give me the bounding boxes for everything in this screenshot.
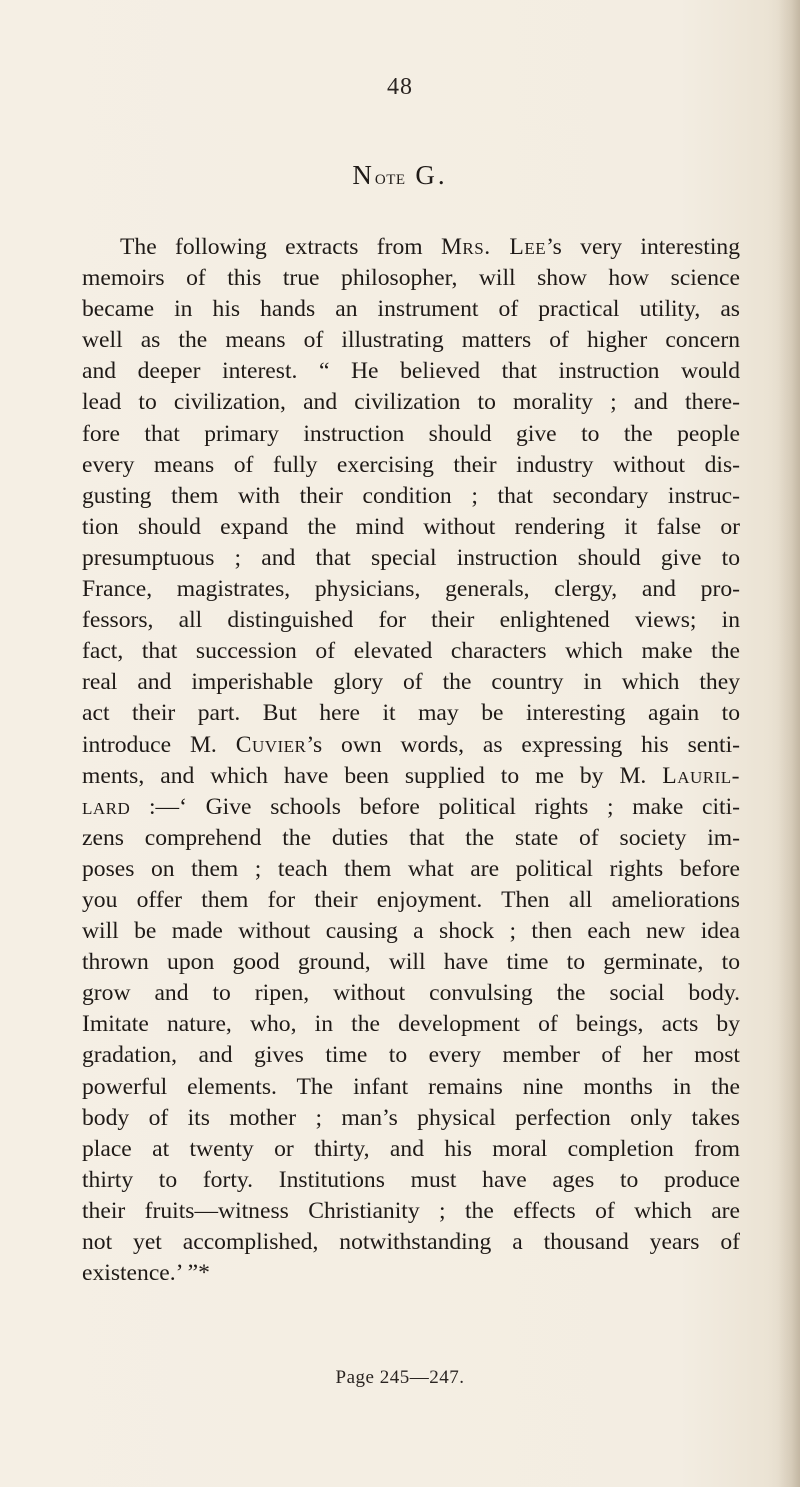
author-name: Mrs. Lee bbox=[440, 234, 547, 260]
text-line: body of its mother ; man’s physical perfection only takes bbox=[82, 1104, 740, 1131]
text-line: grow and to ripen, without convulsing the social body. bbox=[82, 980, 740, 1007]
text-line: tion should expand the mind without rendering it false or bbox=[82, 513, 740, 540]
text-line: you offer them for their enjoyment. Then all ameliorations bbox=[82, 886, 740, 913]
text-line: memoirs of this true philosopher, will show how science bbox=[82, 265, 740, 292]
heading-word-rest: ote bbox=[374, 165, 406, 189]
text-line: gradation, and gives time to every member of her most bbox=[82, 1042, 740, 1069]
person-name: Cuvier bbox=[235, 731, 307, 758]
footnote-page-reference: Page 245—247. bbox=[335, 1367, 465, 1388]
text-line: zens comprehend the duties that the state of society im- bbox=[82, 824, 740, 851]
note-heading bbox=[0, 160, 800, 191]
body-paragraph bbox=[82, 232, 740, 1289]
text-line: thirty to forty. Institutions must have ages to produce bbox=[82, 1166, 740, 1193]
text-line: their fruits—witness Christianity ; the effects of which are bbox=[82, 1197, 740, 1224]
page-edge-shadow bbox=[778, 0, 800, 1487]
text-line: and deeper interest. “ He believed that instruction would bbox=[82, 358, 740, 385]
text-line: fact, that succession of elevated characters which make the bbox=[82, 638, 740, 665]
text-line: existence.’ ”* bbox=[82, 1260, 210, 1287]
text-line: act their part. But here it may be interesting again to bbox=[82, 700, 740, 727]
text-line: The following extracts from Mrs. Lee’s very interesting bbox=[120, 234, 740, 260]
page-number: 48 bbox=[387, 74, 413, 100]
text-line: France, magistrates, physicians, generals, clergy, and pro- bbox=[82, 576, 740, 603]
text-line: fessors, all distinguished for their enlightened views; in bbox=[82, 607, 740, 634]
text-line: every means of fully exercising their industry without dis- bbox=[82, 451, 740, 478]
person-name: Lauril- bbox=[662, 762, 740, 789]
text-line: gusting them with their condition ; that secondary instruc- bbox=[82, 482, 740, 509]
person-name: lard bbox=[82, 793, 131, 820]
text-line: presumptuous ; and that special instruction should give to bbox=[82, 544, 740, 571]
text-line: introduce M. Cuvier’s own words, as expressing his senti- bbox=[82, 731, 740, 758]
text-line: Imitate nature, who, in the development of beings, acts by bbox=[82, 1011, 740, 1038]
text-line: ments, and which have been supplied to me by M. Lauril- bbox=[82, 762, 740, 789]
text-line: fore that primary instruction should give to the people bbox=[82, 420, 740, 447]
text-line: not yet accomplished, notwithstanding a thousand years of bbox=[82, 1229, 740, 1255]
text-line: will be made without causing a shock ; then each new idea bbox=[82, 918, 740, 945]
text-line: well as the means of illustrating matters of higher concern bbox=[82, 327, 740, 354]
text-line: poses on them ; teach them what are political rights before bbox=[82, 855, 740, 882]
text-line: real and imperishable glory of the country in which they bbox=[82, 669, 740, 696]
text-line: became in his hands an instrument of practical utility, as bbox=[82, 296, 740, 323]
heading-letter: G. bbox=[415, 160, 448, 190]
text-line: lead to civilization, and civilization to morality ; and there- bbox=[82, 389, 740, 416]
text-line: powerful elements. The infant remains nine months in the bbox=[82, 1073, 740, 1100]
text-line: lard :—‘ Give schools before political rights ; make citi- bbox=[82, 793, 740, 820]
heading-initial: N bbox=[352, 160, 375, 190]
text-line: thrown upon good ground, will have time to germinate, to bbox=[82, 949, 740, 976]
text-line: place at twenty or thirty, and his moral completion from bbox=[82, 1135, 740, 1162]
